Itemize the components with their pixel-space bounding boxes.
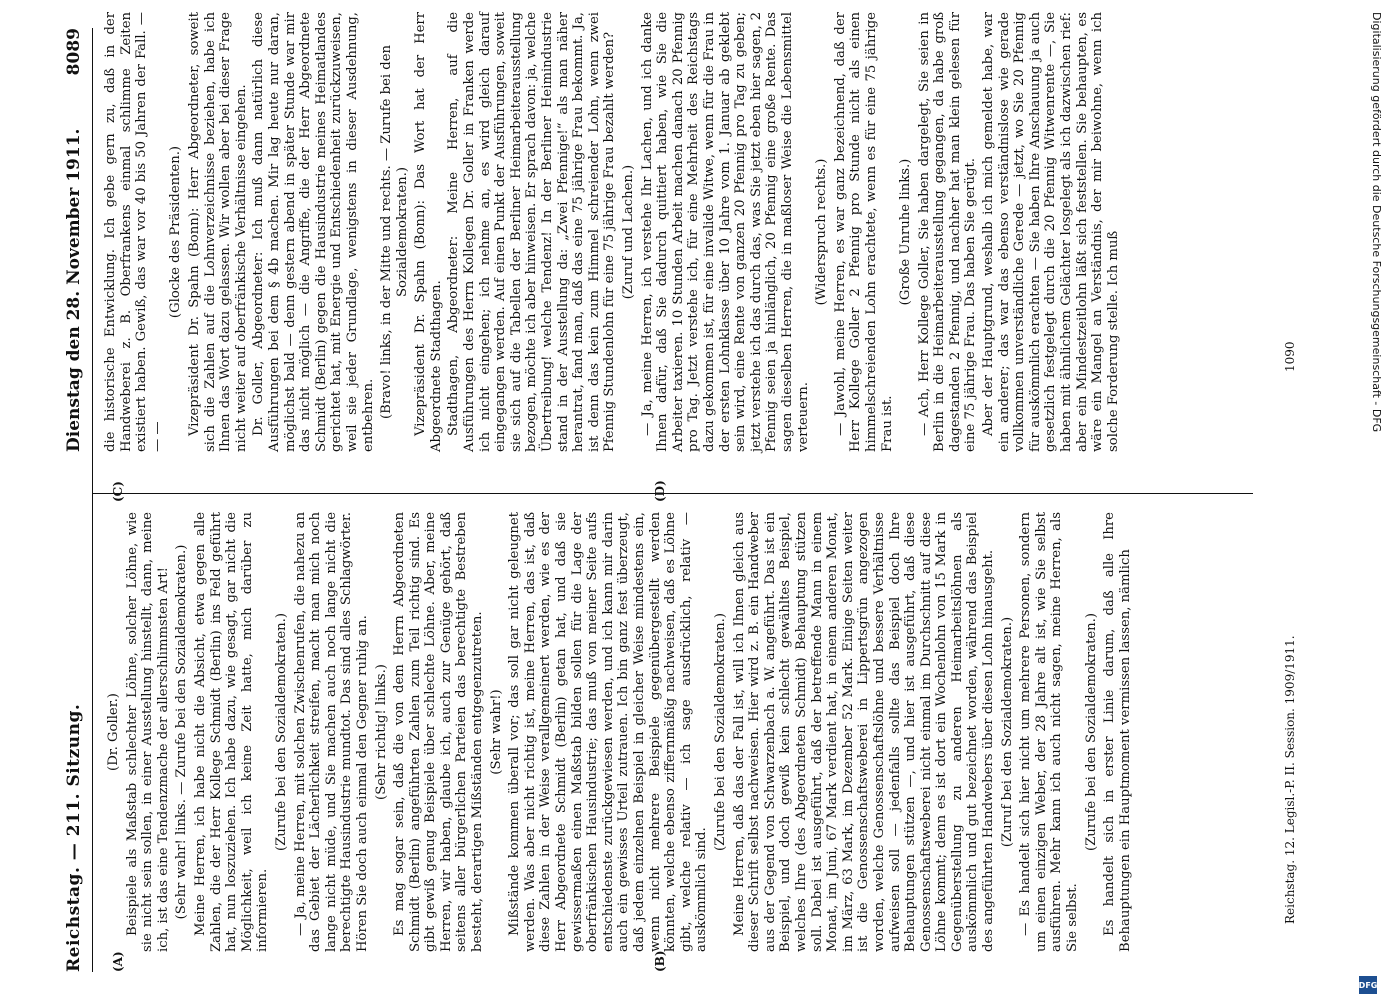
right-column-paragraph: Vizepräsident Dr. Spahn (Bonn): Das Wort hat der Herr Abgeordnete Stadthagen. — [413, 12, 444, 452]
left-column-paragraph: (Zuruf bei den Sozialdemokraten.) — [999, 616, 1015, 848]
dfg-logo: DFG — [1359, 976, 1377, 994]
right-column-paragraph: Dr. Goller, Abgeordneter: Ich muß dann natürlich diese Ausführungen bei dem § 4b machen. Mir lag heute nur daran, möglichst bald — denn gestern abend in später Stunde war mir das nicht möglich — die Angriffe, die der Herr Abgeordnete Schmidt (Berlin) gegen die Hausindustrie meines Heimatlandes gerichtet hat, mit Energie und Entschiedenheit zurückzuweisen, weil sie jeder Grundlage, wenigstens in dieser Ausdehnung, entbehren. — [251, 12, 376, 452]
left-column — [103, 512, 1135, 952]
marker-b: (B) — [653, 950, 667, 972]
right-column-paragraph: — Jawohl, meine Herren, es war ganz bezeichnend, daß der Herr Kollege Goller 2 Pfennig pro Stunde nicht als einen himmelschreienden Lohn erachtete, wenn es für eine 75 jährige Frau ist. — [832, 12, 895, 452]
header-session: Reichstag. — 211. Sitzung. — [64, 703, 84, 972]
page-header — [58, 28, 93, 972]
left-column-paragraph: (Sehr wahr!) — [488, 689, 504, 775]
marker-c: (C) — [111, 481, 125, 502]
marker-a: (A) — [111, 951, 125, 972]
right-column-paragraph: Stadthagen, Abgeordneter: Meine Herren, auf die Ausführungen des Herrn Kollegen Dr. Goller in Franken werde ich nicht eingehen; ich nehme an, es wird gleich darauf eingegangen werden. Auf einen Punkt der Ausführungen, soweit sie sich auf die Tabellen der Berliner Heimarbeiterausstellung bezogen, möchte ich aber hinweisen. Er sprach davon: ja, welche Übertreibung! welche Tendenz! In der Berliner Heimindustrie stand in der Ausstellung da: „Zwei Pfennige!“ als man näher herantrat, fand man, daß das eine 75 jährige Frau bekommt. Ja, ist denn das kein zum Himmel schreiender Lohn, wenn zwei Pfennig Stundenlohn für eine 75 jährige Frau bezahlt werden? — [446, 12, 618, 452]
digitization-credit — [1355, 0, 1383, 1000]
left-column-paragraph: Mißstände kommen überall vor; das soll gar nicht geleugnet werden. Was aber nicht richtig ist, meine Herren, das ist, daß diese Zahlen in der Weise verallgemeinert werden, wie es der Herr Abgeordnete Schmidt (Berlin) getan hat, und daß sie gewissermaßen einen Maßstab bilden sollen für die Lage der oberfränkischen Hausindustrie; das muß von meiner Seite aufs entschiedenste zurückgewiesen werden, und ich kann mir darin auch ein gewisses Urteil zutrauen. Ich bin ganz fest überzeugt, daß jedem einzelnen Beispiel in gleicher Weise mindestens ein, wenn nicht mehrere Beispiele gegenübergestellt werden könnten, welche ebenso ziffernmäßig nachweisen, daß es Löhne gibt, welche relativ — ich sage ausdrücklich, relativ — auskömmlich sind. — [507, 512, 710, 952]
left-column-paragraph: Beispiele als Maßstab schlechter Löhne, solcher Löhne, wie sie nicht sein sollen, in einer Ausstellung hinstellt, dann, meine ich, ist das eine Tendenzmache der allerschlimmsten Art! — [124, 512, 171, 952]
left-column-paragraph: — Es handelt sich hier nicht um mehrere Personen, sondern um einen einzigen Weber, der 28 Jahre alt ist, wie Sie selbst ausführen. Mehr kann ich auch nicht sagen, meine Herren, als Sie selbst. — [1018, 512, 1081, 952]
right-column-paragraph: (Zuruf und Lachen.) — [621, 164, 636, 300]
left-column-paragraph: Es handelt sich in erster Linie darum, daß alle Ihre Behauptungen ein Hauptmoment vermissen lassen, nämlich — [1102, 512, 1133, 952]
left-column-paragraph: (Zurufe bei den Sozialdemokraten.) — [273, 612, 289, 852]
left-column-paragraph: Es mag sogar sein, daß die von dem Herrn Abgeordneten Schmidt (Berlin) angeführten Zahlen zum Teil richtig sind. Es gibt gewiß genug Beispiele über schlechte Löhne. Aber, meine Herren, wir haben, glaube ich, auch zur Genüge gehört, daß seitens aller bürgerlichen Parteien das berechtigte Bestreben besteht, derartigen Mißständen entgegenzutreten. — [392, 512, 486, 952]
left-column-paragraph: (Sehr wahr! links. — Zurufe bei den Sozialdemokraten.) — [174, 544, 190, 920]
left-column-paragraph: Meine Herren, ich habe nicht die Absicht, etwa gegen alle Zahlen, die der Herr Kollege Schmidt (Berlin) ins Feld geführt hat, nun loszuziehen. Ich habe dazu, wie gesagt, gar nicht die Möglichkeit, weil ich keine Zeit hatte, mich darüber zu informieren. — [192, 512, 271, 952]
footer-legislature: Reichstag. 12. Legisl.-P. II. Session. 1909/1911. — [1283, 635, 1297, 924]
right-column-paragraph: — Ach, Herr Kollege Goller, Sie haben dargelegt, Sie seien in Berlin in die Heimarbeiterausstellung gegangen, da habe groß dagestanden 2 Pfennig, und nachher hat man klein gelesen für eine 75 jährige Frau. Das haben Sie gerügt. — [916, 12, 979, 452]
right-column-paragraph: Vizepräsident Dr. Spahn (Bonn): Herr Abgeordneter, soweit sich die Zahlen auf die Lohnverzeichnisse beziehen, habe ich Ihnen das Wort dazu gelassen. Wir wollen aber bei dieser Frage nicht weiter auf oberfränkische Verhältnisse eingehen. — [186, 12, 249, 452]
header-date: Dienstag den 28. November 1911. — [64, 128, 84, 452]
right-column-paragraph: (Bravo! links, in der Mitte und rechts. — Zurufe bei den Sozialdemokraten.) — [379, 44, 410, 420]
left-column-paragraph: (Zurufe bei den Sozialdemokraten.) — [712, 612, 728, 852]
left-column-paragraph: (Sehr richtig! links.) — [373, 664, 389, 800]
right-column — [103, 12, 1123, 452]
column-divider — [93, 493, 1253, 494]
right-column-paragraph: — Ja, meine Herren, ich verstehe Ihr Lachen, und ich danke Ihnen dafür, daß Sie dadurch quittiert haben, wie Sie die Arbeiter taxieren. 10 Stunden Arbeit machen danach 20 Pfennig pro Tag. Jetzt verstehe ich, für eine Mehrheit des Reichstags dazu gekommen ist, für eine invalide Witwe, wenn für die Frau in der ersten Lohnklasse über 10 Jahre vom 1. Januar ab geklebt sein wird, eine Rente von ganzen 20 Pfennig pro Tag zu geben; jetzt verstehe ich das durch das, was Sie jetzt eben hier sagen, 2 Pfennig seien ja hinlänglich, 20 Pfennig eine große Rente. Das sagen dieselben Herren, die in maßloser Weise die Lebensmittel verteuern. — [639, 12, 811, 452]
footer-sheet-number: 1090 — [1283, 341, 1297, 372]
left-column-paragraph: (Dr. Goller.) — [106, 693, 121, 771]
scanned-page — [30, 0, 1340, 1000]
left-column-paragraph: (Zurufe bei den Sozialdemokraten.) — [1083, 612, 1099, 852]
left-column-paragraph: Meine Herren, daß das der Fall ist, will ich Ihnen gleich aus dieser Schrift selbst nachweisen. Hier wird z. B. ein Handweber aus der Gegend von Schwarzenbach a. W. angeführt. Das ist ein Beispiel, und doch gewiß kein schlecht gewähltes Beispiel, welches Ihre (des Abgeordneten Schmidt) Behauptung stützen soll. Dabei ist ausgeführt, daß der betreffende Mann in einem Monat, im Juni, 67 Mark verdient hat, in einem anderen Monat, im März, 63 Mark, im Dezember 52 Mark. Einige Seiten weiter ist die Genossenschaftsweberei in Lippertsgrün angezogen worden, welche Genossenschaftslöhne und bessere Verhältnisse aufweisen soll — jedenfalls sollte das Beispiel doch Ihre Behauptungen stützen —, und hier ist ausgeführt, daß diese Genossenschaftsweberei nicht einmal im Durchschnitt auf diese Löhne kommt; denn es ist dort ein Wochenlohn von 15 Mark in Gegenüberstellung zu anderen Heimarbeitslöhnen als auskömmlich und gut bezeichnet worden, während das Beispiel des angeführten Handwebers über diesen Lohn hinausgeht. — [731, 512, 997, 952]
marker-d: (D) — [653, 480, 667, 502]
right-column-paragraph: (Widerspruch rechts.) — [814, 158, 830, 306]
right-column-paragraph: Aber der Hauptgrund, weshalb ich mich gemeldet habe, war ein anderer; das war das ebenso verständnislose wie gerade vollkommen unverständliche Gerede — jetzt, wo Sie 20 Pfennig für auskömmlich erachten — Sie haben Ihre Anschauung ja auch gesetzlich festgelegt durch die 20 Pfennig Witwenrente —, Sie haben mit ähnlichem Gelächter losgelegt als ich dazwischen rief: aber ein Mindestzeitlohn läßt sich feststellen. Sie behaupten, es wäre ein Mangel an Verständnis, der mir beiwohne, wenn ich solche Forderung stelle. Ich muß — [981, 12, 1121, 452]
header-page-number: 8089 — [64, 28, 84, 76]
text-columns — [93, 12, 1297, 972]
right-column-paragraph: (Große Unruhe links.) — [898, 158, 914, 306]
credit-text: Digitalisierung gefördert durch die Deutsche Forschungsgemeinschaft - DFG — [1370, 12, 1383, 433]
right-column-paragraph: die historische Entwicklung. Ich gebe gern zu, daß in der Handweberei z. B. Oberfrankens einmal schlimme Zeiten existiert haben. Gewiß, das war vor 40 bis 50 Jahren der Fall. — — — — [103, 12, 165, 452]
left-column-paragraph: — Ja, meine Herren, mit solchen Zwischenrufen, die nahezu an das Gebiet der Lächerlichkeit streifen, macht man mich noch lange nicht müde, und Sie machen auch noch lange nicht die berechtigte Hausindustrie mundtot. Das sind alles Schlagwörter. Hören Sie doch auch einmal den Gegner ruhig an. — [292, 512, 370, 952]
right-column-paragraph: (Glocke des Präsidenten.) — [168, 145, 184, 319]
